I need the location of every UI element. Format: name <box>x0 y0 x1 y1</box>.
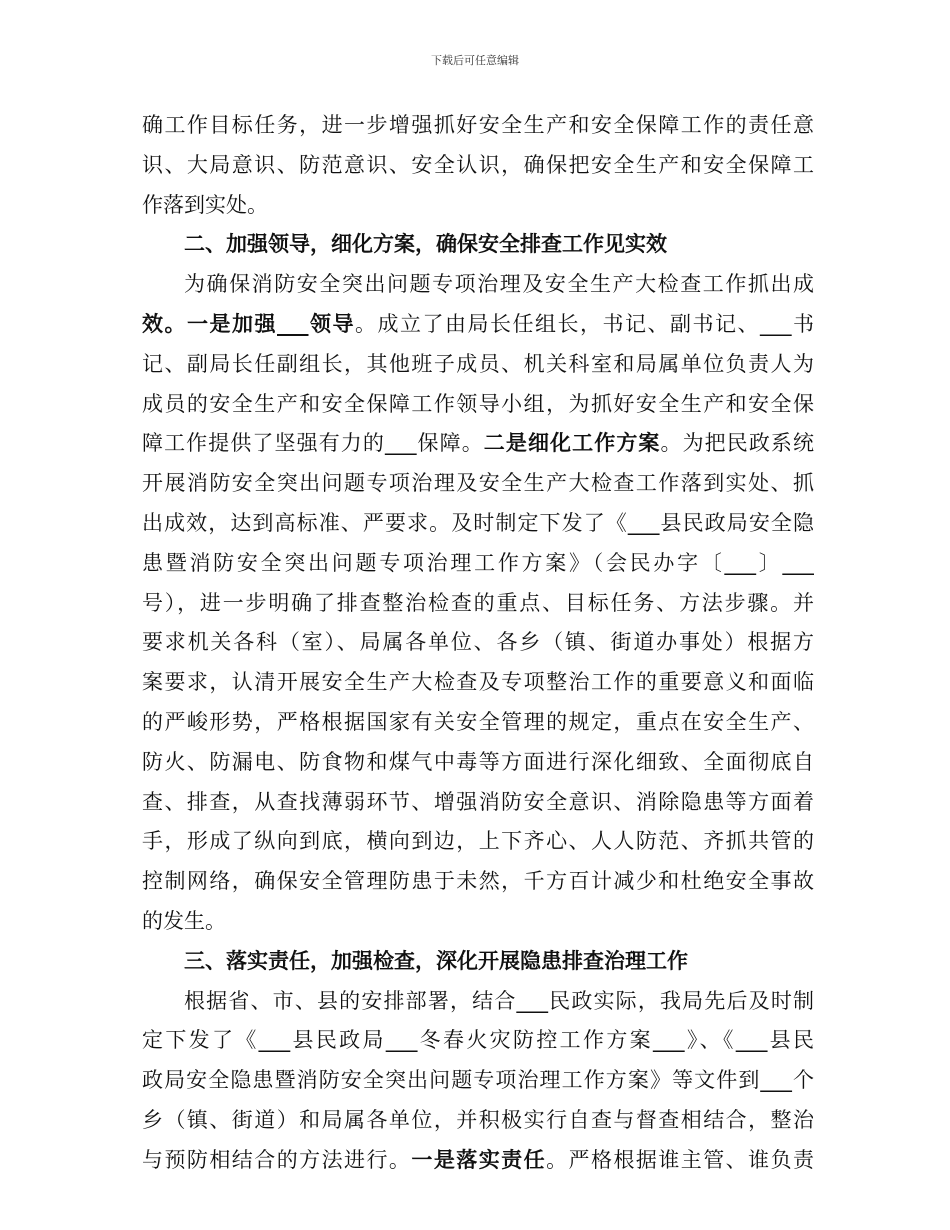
text-line: 记、副局长任副组长，其他班子成员、机关科室和局属单位负责人为 <box>142 351 814 376</box>
text-span: 与预防相结合的方法进行。 <box>142 1147 412 1172</box>
text-line: 的严峻形势，严格根据国家有关安全管理的规定，重点在安全生产、 <box>142 709 814 734</box>
text-span: 障工作提供了坚强有力的___保障。 <box>142 431 484 456</box>
text-line: 号），进一步明确了排查整治检查的重点、目标任务、方法步骤。并 <box>142 590 814 615</box>
bold-phrase: 二是细化工作方案 <box>483 431 661 456</box>
page-header: 下载后可任意编辑 <box>431 54 519 67</box>
text-line: 患暨消防安全突出问题专项治理工作方案》（会民办字〔___〕___ <box>142 550 814 575</box>
text-span: 。成立了由局长任组长，书记、副书记、___书 <box>355 311 814 336</box>
text-line: 的发生。 <box>142 908 226 933</box>
text-line: 作落到实处。 <box>142 192 268 217</box>
text-line: 要求机关各科（室）、局属各单位、各乡（镇、街道办事处）根据方 <box>142 630 814 655</box>
bold-phrase: 一是落实责任 <box>411 1147 547 1172</box>
text-line: 手，形成了纵向到底，横向到边，上下齐心、人人防范、齐抓共管的 <box>142 829 814 854</box>
text-line: 识、大局意识、防范意识、安全认识，确保把安全生产和安全保障工 <box>142 152 814 177</box>
paragraph-1 <box>142 106 814 225</box>
text-line: 查、排查，从查找薄弱环节、增强消防安全意识、消除隐患等方面着 <box>142 789 814 814</box>
text-line: 为确保消防安全突出问题专项治理及安全生产大检查工作抓出成 <box>184 272 814 297</box>
text-line <box>142 1141 814 1181</box>
text-line: 防火、防漏电、防食物和煤气中毒等方面进行深化细致、全面彻底自 <box>142 749 814 774</box>
text-line <box>142 424 814 464</box>
bold-phrase: 效。一是加强___领导 <box>142 311 355 336</box>
text-line: 定下发了《___县民政局___冬春火灾防控工作方案___》、《___县民 <box>142 1028 814 1053</box>
text-line: 成员的安全生产和安全保障工作领导小组，为抓好安全生产和安全保 <box>142 391 814 416</box>
text-span: 。严格根据谁主管、谁负责 <box>546 1147 814 1172</box>
text-line: 出成效，达到高标准、严要求。及时制定下发了《___县民政局安全隐 <box>142 510 814 535</box>
paragraph-3 <box>142 982 814 1181</box>
section-heading-2: 二、加强领导，细化方案，确保安全排查工作见实效 <box>184 232 667 257</box>
text-line: 根据省、市、县的安排部署，结合___民政实际，我局先后及时制 <box>184 988 814 1013</box>
text-line: 控制网络，确保安全管理防患于未然，千方百计减少和杜绝安全事故 <box>142 869 814 894</box>
text-line: 案要求，认清开展安全生产大检查及专项整治工作的重要意义和面临 <box>142 670 814 695</box>
paragraph-2 <box>142 265 814 942</box>
text-line <box>142 305 814 345</box>
text-line: 确工作目标任务，进一步增强抓好安全生产和安全保障工作的责任意 <box>142 113 814 137</box>
text-line: 政局安全隐患暨消防安全突出问题专项治理工作方案》等文件到___个 <box>142 1068 814 1093</box>
document-body <box>142 106 814 1181</box>
text-line: 开展消防安全突出问题专项治理及安全生产大检查工作落到实处、抓 <box>142 471 814 496</box>
text-span: 。为把民政系统 <box>660 431 814 456</box>
text-line: 乡（镇、街道）和局属各单位，并积极实行自查与督查相结合，整治 <box>142 1107 814 1132</box>
section-heading-3: 三、落实责任，加强检查，深化开展隐患排查治理工作 <box>184 948 688 973</box>
